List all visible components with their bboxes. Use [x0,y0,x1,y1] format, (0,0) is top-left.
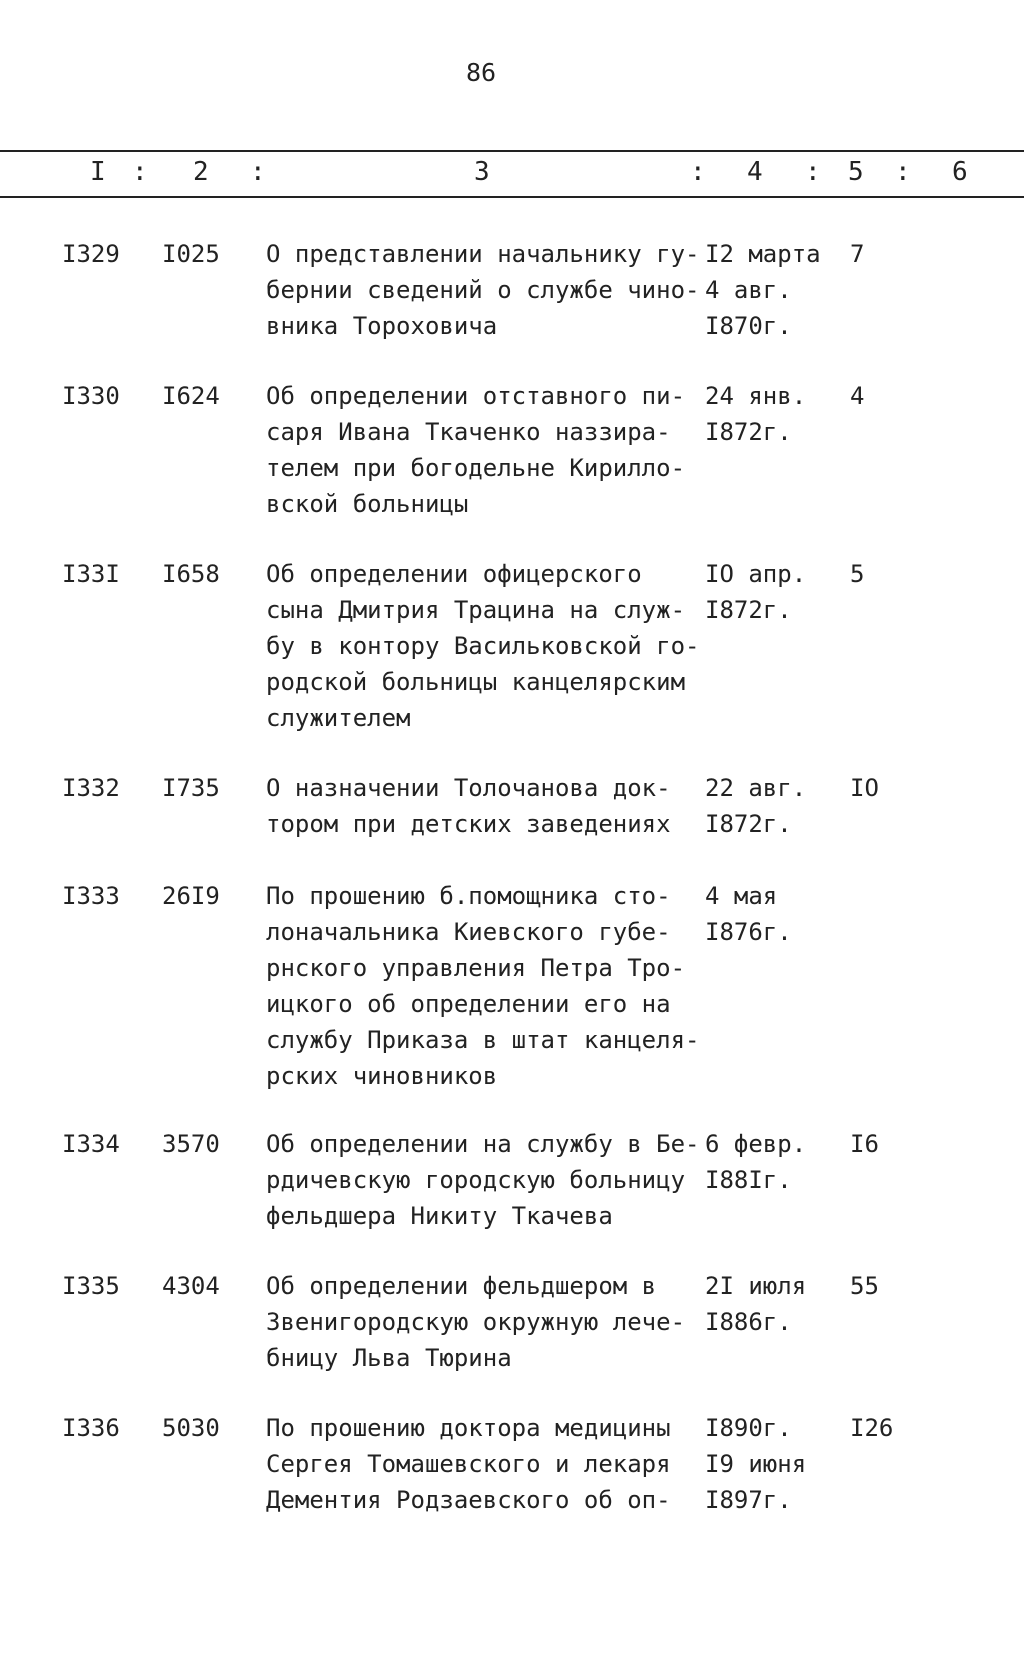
title-line: вника Тороховича [266,312,498,340]
date-line: I876г. [705,918,792,946]
header-separator: : [895,157,911,187]
entry-dates [705,1126,845,1198]
title-line: фельдшера Никиту Ткачева [266,1202,613,1230]
header-col-6: 6 [952,157,968,187]
title-line: Об определении отставного пи- [266,382,686,410]
date-line: 4 авг. [705,276,792,304]
entry-dates [705,878,845,950]
date-line: 22 авг. [705,774,807,802]
date-line: 4 мая [705,882,778,910]
date-line: I9 июня [705,1450,807,1478]
date-line: I88Iг. [705,1166,792,1194]
header-col-3: 3 [474,157,490,187]
date-line: 6 февр. [705,1130,807,1158]
header-separator: : [805,157,821,187]
title-line: бу в контору Васильковской го- [266,632,700,660]
title-line: бницу Льва Тюрина [266,1344,512,1372]
title-line: бернии сведений о службе чино- [266,276,700,304]
title-line: Об определении фельдшером в [266,1272,657,1300]
entry-number: I334 [62,1130,120,1158]
title-line: сына Дмитрия Трацина на служ- [266,596,686,624]
page-number: 86 [466,58,497,87]
file-number: 26I9 [162,882,220,910]
title-line: Сергея Томашевского и лекаря [266,1450,671,1478]
title-line: службу Приказа в штат канцеля- [266,1026,700,1054]
title-line: Об определении офицерского [266,560,642,588]
entry-dates [705,236,845,344]
title-line: Звенигородскую окружную лече- [266,1308,686,1336]
title-line: Об определении на службу в Бе- [266,1130,700,1158]
sheet-count: I6 [850,1130,879,1158]
entry-title [266,878,706,1094]
title-line: О назначении Толочанова док- [266,774,671,802]
entry-number: I333 [62,882,120,910]
file-number: I658 [162,560,220,588]
date-line: IO апр. [705,560,807,588]
date-line: 2I июля [705,1272,807,1300]
title-line: рнского управления Петра Тро- [266,954,686,982]
entry-title [266,1410,706,1518]
title-line: вской больницы [266,490,469,518]
date-line: I897г. [705,1486,792,1514]
title-line: тором при детских заведениях [266,810,671,838]
date-line: I2 марта [705,240,821,268]
title-line: Дементия Родзаевского об оп- [266,1486,671,1514]
date-line: I890г. [705,1414,792,1442]
entry-number: I332 [62,774,120,802]
file-number: I735 [162,774,220,802]
date-line: I886г. [705,1308,792,1336]
file-number: I025 [162,240,220,268]
title-line: ицкого об определении его на [266,990,671,1018]
file-number: I624 [162,382,220,410]
entry-title [266,1126,706,1234]
sheet-count: 55 [850,1272,879,1300]
sheet-count: 4 [850,382,865,410]
sheet-count: IO [850,774,879,802]
entry-dates [705,556,845,628]
header-bottom-rule [0,196,1024,198]
entry-dates [705,378,845,450]
title-line: рских чиновников [266,1062,498,1090]
entry-title [266,770,706,842]
entry-number: I329 [62,240,120,268]
file-number: 4304 [162,1272,220,1300]
title-line: служителем [266,704,411,732]
file-number: 3570 [162,1130,220,1158]
header-separator: : [250,157,266,187]
entry-number: I330 [62,382,120,410]
title-line: рдичевскую городскую больницу [266,1166,686,1194]
title-line: лоначальника Киевского губе- [266,918,671,946]
title-line: О представлении начальнику гу- [266,240,700,268]
date-line: I872г. [705,810,792,838]
header-col-1: I [90,157,106,187]
entry-title [266,556,706,736]
sheet-count: 7 [850,240,865,268]
header-col-5: 5 [848,157,864,187]
date-line: I870г. [705,312,792,340]
entry-dates [705,770,845,842]
date-line: I872г. [705,418,792,446]
header-col-2: 2 [193,157,209,187]
entry-dates [705,1410,845,1518]
file-number: 5030 [162,1414,220,1442]
date-line: 24 янв. [705,382,807,410]
entry-title [266,378,706,522]
title-line: родской больницы канцелярским [266,668,686,696]
sheet-count: I26 [850,1414,894,1442]
header-col-4: 4 [747,157,763,187]
title-line: телем при богодельне Кирилло- [266,454,686,482]
sheet-count: 5 [850,560,865,588]
header-separator: : [690,157,706,187]
entry-dates [705,1268,845,1340]
title-line: По прошению доктора медицины [266,1414,671,1442]
entry-number: I33I [62,560,120,588]
title-line: По прошению б.помощника сто- [266,882,671,910]
date-line: I872г. [705,596,792,624]
entry-number: I335 [62,1272,120,1300]
header-separator: : [132,157,148,187]
header-top-rule [0,150,1024,152]
entry-title [266,236,706,344]
entry-number: I336 [62,1414,120,1442]
entry-title [266,1268,706,1376]
title-line: саря Ивана Ткаченко наззира- [266,418,671,446]
